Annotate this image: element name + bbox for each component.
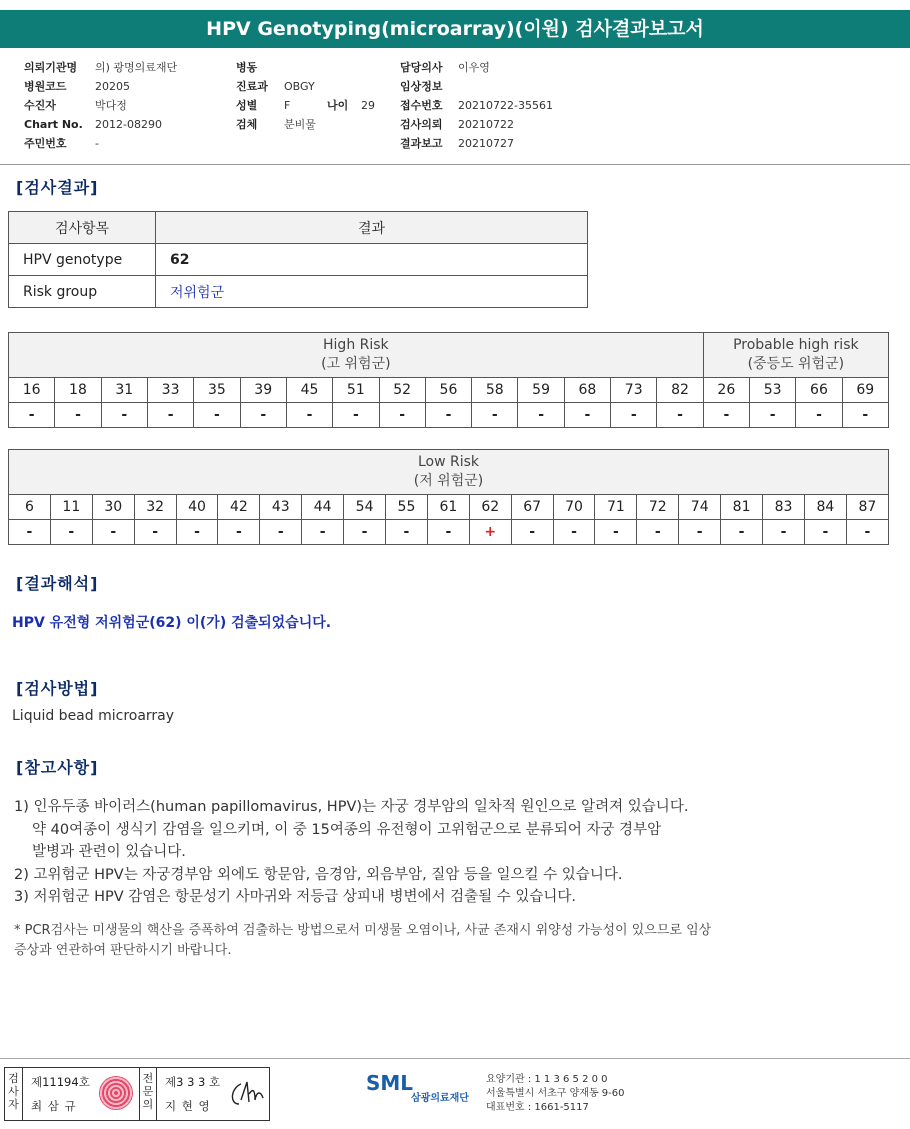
footer [0, 1058, 910, 1129]
result-value: 62 [156, 244, 588, 276]
address-block [486, 1073, 625, 1115]
info-label: 병원코드 [24, 80, 67, 93]
signature-box [4, 1067, 270, 1121]
hpv-type-cell: 69 [842, 378, 888, 403]
address-line: 대표번호 : 1661-5117 [486, 1102, 589, 1113]
hpv-type-cell: 39 [240, 378, 286, 403]
hpv-result-cell: - [218, 520, 260, 545]
info-value: 20210722-35561 [458, 99, 553, 112]
hpv-result-cell: - [9, 520, 51, 545]
hpv-type-cell: 6 [9, 495, 51, 520]
low-risk-title: Low Risk [417, 454, 480, 470]
hpv-type-cell: 42 [218, 495, 260, 520]
high-risk-title: High Risk [323, 337, 389, 353]
info-value: 분비물 [284, 118, 316, 131]
note-line: 2) 고위험군 HPV는 자궁경부암 외에도 항문암, 음경암, 외음부암, 질암 등을 일으킬 수 있습니다. [14, 866, 623, 883]
hpv-result-cell: - [427, 520, 469, 545]
section-title-interpretation: [결과해석] [16, 574, 99, 593]
address-line: 요양기관 : 1 1 3 6 5 2 0 0 [486, 1074, 608, 1085]
hpv-type-cell: 43 [260, 495, 302, 520]
hpv-result-cell: - [703, 403, 749, 428]
inspector-label-text: 검 사 자 [8, 1072, 19, 1111]
table-row [9, 276, 588, 308]
hpv-result-cell: - [518, 403, 564, 428]
table-row [9, 378, 889, 403]
high-risk-header [9, 333, 704, 378]
high-risk-subtitle: (고 위험군) [321, 356, 391, 372]
age-label: 나이 [327, 99, 349, 112]
hpv-result-cell: - [611, 403, 657, 428]
info-label: 진료과 [236, 80, 268, 93]
hpv-type-cell: 83 [763, 495, 805, 520]
hpv-result-cell: + [469, 520, 511, 545]
hpv-result-cell: - [379, 403, 425, 428]
inspector-label [5, 1068, 23, 1120]
interpretation-text: HPV 유전형 저위험군(62) 이(가) 검출되었습니다. [12, 615, 332, 631]
hpv-type-cell: 31 [101, 378, 147, 403]
hpv-result-cell: - [176, 520, 218, 545]
hpv-type-cell: 61 [427, 495, 469, 520]
info-label: 성별 [236, 99, 258, 112]
hpv-result-cell: - [804, 520, 846, 545]
result-item: Risk group [9, 276, 156, 308]
inspector-no: 제11194호 [31, 1075, 90, 1089]
hpv-type-cell: 52 [379, 378, 425, 403]
info-label: 임상정보 [400, 80, 443, 93]
hpv-type-cell: 55 [386, 495, 428, 520]
note-line: 약 40여종이 생식기 감염을 일으키며, 이 중 15여종의 유전형이 고위험군으로 분류되어 자궁 경부암 [32, 821, 662, 838]
info-value: 이우영 [458, 61, 490, 74]
info-label: 수진자 [24, 99, 56, 112]
signature-icon [227, 1078, 265, 1110]
hpv-result-cell: - [50, 520, 92, 545]
seal-stamp [99, 1076, 133, 1110]
info-label: 병동 [236, 61, 258, 74]
fine-print [14, 921, 711, 961]
hpv-type-cell: 71 [595, 495, 637, 520]
result-table [8, 211, 588, 308]
hpv-type-cell: 67 [511, 495, 553, 520]
hpv-type-cell: 40 [176, 495, 218, 520]
info-col-2 [236, 58, 375, 134]
hpv-result-cell: - [657, 403, 703, 428]
hpv-result-cell: - [796, 403, 842, 428]
hpv-type-cell: 68 [564, 378, 610, 403]
hpv-type-cell: 45 [286, 378, 332, 403]
address-line: 서울특별시 서초구 양재동 9-60 [486, 1088, 625, 1099]
result-value: 저위험군 [156, 276, 588, 308]
hpv-type-cell: 66 [796, 378, 842, 403]
approver-no: 제3 3 3 호 [165, 1075, 221, 1089]
hpv-result-cell: - [344, 520, 386, 545]
info-value: 2012-08290 [95, 118, 162, 131]
age-value: 29 [361, 99, 375, 112]
sml-logo: SML [366, 1071, 414, 1095]
hpv-result-cell: - [750, 403, 796, 428]
info-col-1 [24, 58, 177, 153]
approver-name: 지 현 영 [165, 1099, 211, 1113]
info-value: 의) 광명의료재단 [95, 61, 178, 74]
hpv-type-cell: 87 [846, 495, 888, 520]
report-title: HPV Genotyping(microarray)(이원) 검사결과보고서 [0, 10, 910, 48]
info-label: 검체 [236, 118, 258, 131]
hpv-result-cell: - [472, 403, 518, 428]
section-title-notes: [참고사항] [16, 758, 99, 777]
info-value: - [95, 137, 99, 150]
hpv-type-cell: 82 [657, 378, 703, 403]
low-risk-header [9, 450, 889, 495]
probable-high-risk-header [703, 333, 888, 378]
hpv-type-cell: 62 [469, 495, 511, 520]
hpv-type-cell: 16 [9, 378, 55, 403]
info-value: 20210727 [458, 137, 514, 150]
hpv-type-cell: 74 [679, 495, 721, 520]
hpv-type-cell: 70 [553, 495, 595, 520]
info-value: OBGY [284, 80, 315, 93]
hpv-result-cell: - [101, 403, 147, 428]
low-risk-subtitle: (저 위험군) [413, 473, 484, 489]
info-label: 검사의뢰 [400, 118, 443, 131]
table-row [9, 495, 889, 520]
hpv-result-cell: - [9, 403, 55, 428]
hpv-result-cell: - [511, 520, 553, 545]
high-risk-table [8, 332, 889, 428]
hpv-type-cell: 26 [703, 378, 749, 403]
info-label: 결과보고 [400, 137, 443, 150]
table-row [9, 520, 889, 545]
info-label: 접수번호 [400, 99, 443, 112]
hpv-result-cell: - [55, 403, 101, 428]
hpv-result-cell: - [763, 520, 805, 545]
hpv-result-cell: - [679, 520, 721, 545]
hpv-result-cell: - [92, 520, 134, 545]
hpv-type-cell: 18 [55, 378, 101, 403]
hpv-result-cell: - [333, 403, 379, 428]
section-title-result: [검사결과] [16, 178, 99, 197]
hpv-result-cell: - [386, 520, 428, 545]
hpv-type-cell: 59 [518, 378, 564, 403]
hpv-type-cell: 33 [147, 378, 193, 403]
hpv-result-cell: - [721, 520, 763, 545]
table-row [9, 403, 889, 428]
info-value: 20205 [95, 80, 130, 93]
low-risk-table [8, 449, 889, 545]
info-label: 담당의사 [400, 61, 443, 74]
probable-high-risk-title: Probable high risk [733, 337, 859, 353]
fine-print-line: * PCR검사는 미생물의 핵산을 증폭하여 검출하는 방법으로서 미생물 오염이나, 사균 존재시 위양성 가능성이 있으므로 임상 [14, 923, 712, 938]
table-row [9, 244, 588, 276]
hpv-result-cell: - [260, 520, 302, 545]
hpv-result-cell: - [286, 403, 332, 428]
hpv-type-cell: 72 [637, 495, 679, 520]
info-label: 주민번호 [24, 137, 67, 150]
result-header-item: 검사항목 [9, 212, 156, 244]
hpv-type-cell: 53 [750, 378, 796, 403]
result-item: HPV genotype [9, 244, 156, 276]
hpv-result-cell: - [553, 520, 595, 545]
info-col-3 [400, 58, 553, 153]
hpv-type-cell: 51 [333, 378, 379, 403]
notes-list [14, 796, 688, 909]
hpv-result-cell: - [194, 403, 240, 428]
hpv-result-cell: - [637, 520, 679, 545]
info-label: 의뢰기관명 [24, 61, 78, 74]
hpv-type-cell: 11 [50, 495, 92, 520]
info-label: Chart No. [24, 118, 83, 131]
section-title-method: [검사방법] [16, 679, 99, 698]
note-line: 1) 인유두종 바이러스(human papillomavirus, HPV)는 자궁 경부암의 일차적 원인으로 알려져 있습니다. [14, 799, 689, 815]
hpv-type-cell: 54 [344, 495, 386, 520]
hpv-type-cell: 73 [611, 378, 657, 403]
approver-label [139, 1068, 157, 1120]
logo-subtitle: 삼광의료재단 [411, 1093, 469, 1104]
hpv-result-cell: - [842, 403, 888, 428]
inspector-name: 최 삼 규 [31, 1099, 77, 1113]
hpv-type-cell: 30 [92, 495, 134, 520]
hpv-result-cell: - [425, 403, 471, 428]
hpv-type-cell: 35 [194, 378, 240, 403]
result-header-result: 결과 [156, 212, 588, 244]
probable-high-risk-subtitle: (중등도 위험군) [747, 356, 845, 372]
hpv-result-cell: - [240, 403, 286, 428]
hpv-type-cell: 56 [425, 378, 471, 403]
hpv-result-cell: - [846, 520, 888, 545]
info-value: 20210722 [458, 118, 514, 131]
info-value: F [284, 99, 291, 112]
method-text: Liquid bead microarray [12, 708, 175, 724]
fine-print-line: 증상과 연관하여 판단하시기 바랍니다. [14, 943, 232, 958]
hpv-type-cell: 84 [804, 495, 846, 520]
note-line: 발병과 관련이 있습니다. [32, 844, 186, 860]
patient-info [0, 52, 910, 165]
hpv-result-cell: - [134, 520, 176, 545]
hpv-result-cell: - [564, 403, 610, 428]
hpv-result-cell: - [147, 403, 193, 428]
approver-label-text: 전 문 의 [142, 1072, 154, 1111]
hpv-result-cell: - [595, 520, 637, 545]
note-line: 3) 저위험군 HPV 감염은 항문성기 사마귀와 저등급 상피내 병변에서 검출될 수 있습니다. [14, 889, 576, 905]
info-value: 박다정 [95, 99, 127, 112]
hpv-type-cell: 81 [721, 495, 763, 520]
hpv-type-cell: 58 [472, 378, 518, 403]
hpv-type-cell: 32 [134, 495, 176, 520]
hpv-type-cell: 44 [302, 495, 344, 520]
hpv-result-cell: - [302, 520, 344, 545]
